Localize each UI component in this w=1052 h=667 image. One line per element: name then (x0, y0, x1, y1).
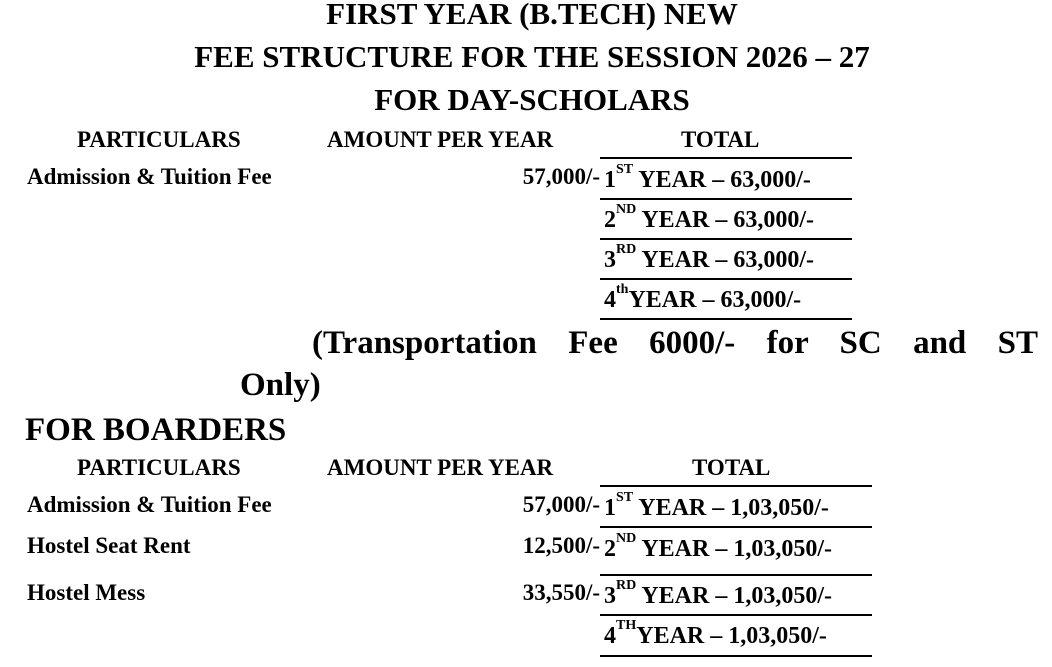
b-col-total: TOTAL (692, 455, 771, 480)
b-total-2: 2ND YEAR – 1,03,050/- (604, 531, 833, 562)
b-total-1: 1ST YEAR – 1,03,050/- (604, 490, 829, 521)
boarders-title: FOR BOARDERS (25, 412, 287, 448)
ds-total-rule-4 (600, 318, 852, 320)
ds-row-amount: 57,000/- (522, 164, 600, 189)
ds-total-rule-3 (600, 278, 852, 280)
ds-total-1: 1ST YEAR – 63,000/- (604, 162, 811, 193)
ds-total-4: 4thYEAR – 63,000/- (604, 282, 802, 313)
b-row-amount-3: 33,550/- (522, 580, 600, 605)
ds-col-amount: AMOUNT PER YEAR (327, 127, 554, 152)
b-header-rule (600, 485, 872, 487)
ds-header-rule (600, 157, 852, 159)
b-row-label-3: Hostel Mess (27, 580, 146, 605)
b-col-amount: AMOUNT PER YEAR (327, 455, 554, 480)
ds-total-3: 3RD YEAR – 63,000/- (604, 242, 815, 273)
b-row-amount-2: 12,500/- (522, 533, 600, 558)
b-total-4: 4THYEAR – 1,03,050/- (604, 618, 827, 649)
header-line-1: FIRST YEAR (B.TECH) NEW (326, 0, 738, 31)
b-total-rule-3 (600, 614, 872, 616)
ds-total-rule-2 (600, 238, 852, 240)
b-total-rule-1 (600, 526, 872, 528)
ds-total-2: 2ND YEAR – 63,000/- (604, 202, 815, 233)
b-row-label-1: Admission & Tuition Fee (27, 492, 272, 517)
ds-col-total: TOTAL (681, 127, 760, 152)
transport-note-line-2: Only) (240, 367, 321, 403)
b-total-3: 3RD YEAR – 1,03,050/- (604, 578, 833, 609)
ds-total-rule-1 (600, 198, 852, 200)
b-total-rule-2 (600, 574, 872, 576)
b-row-amount-1: 57,000/- (522, 492, 600, 517)
b-total-rule-4 (600, 655, 872, 657)
ds-col-particulars: PARTICULARS (77, 127, 241, 152)
b-col-particulars: PARTICULARS (77, 455, 241, 480)
header-line-3: FOR DAY-SCHOLARS (374, 82, 690, 117)
header-line-2: FEE STRUCTURE FOR THE SESSION 2026 – 27 (194, 39, 870, 74)
b-row-label-2: Hostel Seat Rent (27, 533, 191, 558)
transport-note-line-1: (Transportation Fee 6000/- for SC and ST (312, 325, 1038, 361)
ds-row-label: Admission & Tuition Fee (27, 164, 272, 189)
